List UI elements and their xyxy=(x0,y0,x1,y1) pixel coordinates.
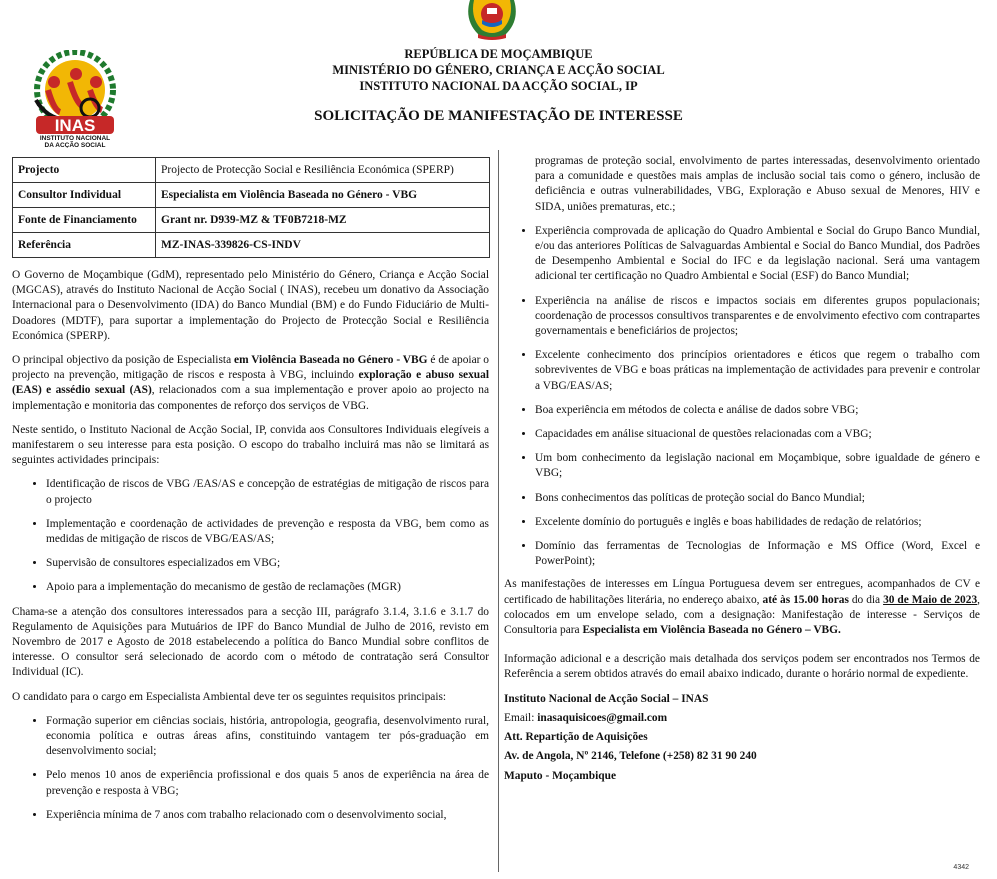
contact-att: Att. Repartição de Aquisições xyxy=(504,731,648,744)
deadline-time: até às 15.00 horas xyxy=(762,593,849,606)
project-info-table xyxy=(12,157,490,258)
list-item: • Excelente conhecimento dos princípios orientadores e éticos que regem o trabalho com sobreviventes de VBG e boas práticas na implementação de actividades para prevenir e controlar a VBG/EAS/AS; xyxy=(535,348,980,394)
objective-paragraph xyxy=(12,353,489,414)
table-value: MZ-INAS-339826-CS-INDV xyxy=(156,233,490,258)
list-item: • Formação superior em ciências sociais, história, antropologia, geografia, desenvolvimento rural, economia política e outras áreas afins, constituindo vantagem ter pós-graduação em desenvolvimento social; xyxy=(46,714,489,760)
submission-text-3: , colocados em um envelope selado, com a designação: Manifestação de interesse - Serviços de Consultoria para xyxy=(504,593,980,637)
table-row xyxy=(13,183,490,208)
list-item: • Experiência comprovada de aplicação do Quadro Ambiental e Social do Grupo Banco Mundial, e/ou das anteriores Políticas de Salvaguardas Ambiental e Social do Banco Mundial, dos Padrões de Desempenho Ambiental e Social do IFC e da legislação nacional. Será uma vantagem adicional ter certificação no Quadro Ambiental e Social (ESF) do Banco Mundial; xyxy=(535,224,980,285)
header-institute: INSTITUTO NACIONAL DA ACÇÃO SOCIAL, IP xyxy=(359,79,638,93)
document-title: SOLICITAÇÃO DE MANIFESTAÇÃO DE INTERESSE xyxy=(314,108,683,124)
objective-text-3: , relacionados com a sua implementação e prover apoio ao projecto na implementação e monitoria das componentes de reforço dos serviços de VBG. xyxy=(12,384,490,412)
list-item: • Apoio para a implementação do mecanismo de gestão de reclamações (MGR) xyxy=(46,580,489,595)
objective-text: O principal objectivo da posição de Especialista xyxy=(12,354,235,367)
list-item: • Capacidades em análise situacional de questões relacionadas com a VBG; xyxy=(535,427,980,442)
table-value: Grant nr. D939-MZ & TF0B7218-MZ xyxy=(156,208,490,233)
submission-paragraph xyxy=(504,577,980,638)
table-row xyxy=(13,233,490,258)
deadline-date: 30 de Maio de 2023 xyxy=(883,593,978,606)
logo-subtitle-2: DA ACÇÃO SOCIAL xyxy=(44,142,106,148)
table-value: Especialista em Violência Baseada no Género - VBG xyxy=(156,183,490,208)
invitation-paragraph: Neste sentido, o Instituto Nacional de Acção Social, IP, convida aos Consultores Individuais elegíveis a manifestarem o seu interesse para esta posição. O escopo do trabalho incluirá mas não se limitará as seguintes actividades principais: xyxy=(12,423,489,467)
table-key: Fonte de Financiamento xyxy=(13,208,156,233)
table-key: Consultor Individual xyxy=(13,183,156,208)
table-row xyxy=(13,208,490,233)
table-row xyxy=(13,158,490,183)
list-item: • Pelo menos 10 anos de experiência profissional e dos quais 5 anos de experiência na área de prevenção e resposta à VBG; xyxy=(46,768,489,798)
contact-email-line xyxy=(504,711,980,726)
requirements-list xyxy=(12,714,489,823)
header-ministry: MINISTÉRIO DO GÉNERO, CRIANÇA E ACÇÃO SOCIAL xyxy=(332,63,665,77)
list-item: • Boa experiência em métodos de colecta e análise de dados sobre VBG; xyxy=(535,403,980,418)
requirement-continuation: programas de proteção social, envolvimento de partes interessadas, desenvolvimento orientado para a comunidade e questões mais amplas de inclusão social tais como o género, inclusão de deficiência e outras vulnerabilidades, VBG, Exploração e Abuso sexual de Menores, HIV e SIDA, uniões prematuras, etc.; xyxy=(535,155,980,213)
list-item: • Domínio das ferramentas de Tecnologias de Informação e MS Office (Word, Excel e PowerPoint); xyxy=(535,539,980,569)
activities-list xyxy=(12,477,489,595)
list-item: • Experiência na análise de riscos e impactos sociais em diferentes grupos populacionais; coordenação de processos consultivos transparentes e de envolvimento efectivo com contrapartes governamentais e beneficiários de projectos; xyxy=(535,294,980,340)
contact-block xyxy=(504,692,980,784)
page-number: 4342 xyxy=(953,864,969,871)
requirements-intro: O candidato para o cargo em Especialista Ambiental deve ter os seguintes requisitos principais: xyxy=(12,690,447,703)
header-republic: REPÚBLICA DE MOÇAMBIQUE xyxy=(404,47,593,61)
list-item: • Um bom conhecimento da legislação nacional em Moçambique, sobre igualdade de género e VBG; xyxy=(535,451,980,481)
submission-text-2: do dia xyxy=(848,593,884,606)
contact-city: Maputo - Moçambique xyxy=(504,769,617,782)
requirements-list-continued xyxy=(504,224,980,570)
submission-position: Especialista em Violência Baseada no Género – VBG. xyxy=(582,624,841,637)
objective-text-2: é de apoiar o projecto na prevenção, mitigação de riscos e resposta à VBG, incluindo xyxy=(12,354,489,382)
mozambique-coat-of-arms-icon xyxy=(460,0,524,40)
list-item: • Implementação e coordenação de actividades de prevenção e resposta da VBG, bem como as medidas de mitigação de riscos de VBG/EAS/AS; xyxy=(46,517,489,547)
contact-email-label: Email: xyxy=(504,711,538,724)
contact-address: Av. de Angola, Nº 2146, Telefone (+258) 82 31 90 240 xyxy=(504,750,757,763)
list-item: • Supervisão de consultores especializados em VBG; xyxy=(46,556,489,571)
logo-subtitle-1: INSTITUTO NACIONAL xyxy=(39,135,111,142)
list-item: • Experiência mínima de 7 anos com trabalho relacionado com o desenvolvimento social, xyxy=(46,808,489,823)
table-value: Projecto de Protecção Social e Resiliência Económica (SPERP) xyxy=(156,158,490,183)
objective-eas-as: exploração e abuso sexual (EAS) e assédio sexual (AS) xyxy=(12,369,489,397)
list-item: • Identificação de riscos de VBG /EAS/AS e concepção de estratégias de mitigação de riscos para o projecto xyxy=(46,477,489,507)
table-key: Projecto xyxy=(13,158,156,183)
submission-text: As manifestações de interesses em Língua Portuguesa devem ser entregues, acompanhados de CV e certificado de habilitações literária, no endereço abaixo, xyxy=(504,578,980,606)
coat-of-arms xyxy=(460,0,524,40)
logo-acronym: INAS xyxy=(54,116,96,135)
info-paragraph: Informação adicional e a descrição mais detalhada dos serviços podem ser encontrados nos Termos de Referência a serem obtidos através do email abaixo indicado, durante o horário normal de expediente. xyxy=(504,653,980,681)
left-column xyxy=(12,268,489,832)
conflict-paragraph: Chama-se a atenção dos consultores interessados para a secção III, parágrafo 3.1.4, 3.1.6 e 3.1.7 do Regulamento de Aquisições para Mutuários de IPF do Banco Mundial de Julho de 2016, revisto em Novembro de 2017 e Agosto de 2018 estabelecendo a política do Banco Mundial sobre conflitos de interesse. O consultor será selecionado de acordo com o método de contratação será Consultor Individual (IC). xyxy=(12,605,489,679)
right-column xyxy=(504,154,980,788)
intro-paragraph: O Governo de Moçambique (GdM), representado pelo Ministério do Género, Criança e Acção Social (MGCAS), através do Instituto Nacional de Acção Social ( INAS), recebeu um donativo da Associação Internacional para o Desenvolvimento (IDA) do Banco Mundial (BM) e do Fundo Fiduciário de Multi-Doadores (MDTF), para suportar a implementação do Projecto de Protecção Social e Resiliência Económica (SPERP). xyxy=(12,269,489,342)
column-divider xyxy=(498,150,499,872)
contact-org: Instituto Nacional de Acção Social – INAS xyxy=(504,692,709,705)
contact-email[interactable]: inasaquisicoes@gmail.com xyxy=(537,711,668,724)
list-item: • Bons conhecimentos das políticas de proteção social do Banco Mundial; xyxy=(535,491,980,506)
list-item: • Excelente domínio do português e inglês e boas habilidades de redação de relatórios; xyxy=(535,515,980,530)
objective-position: em Violência Baseada no Género - VBG xyxy=(234,354,428,367)
table-key: Referência xyxy=(13,233,156,258)
